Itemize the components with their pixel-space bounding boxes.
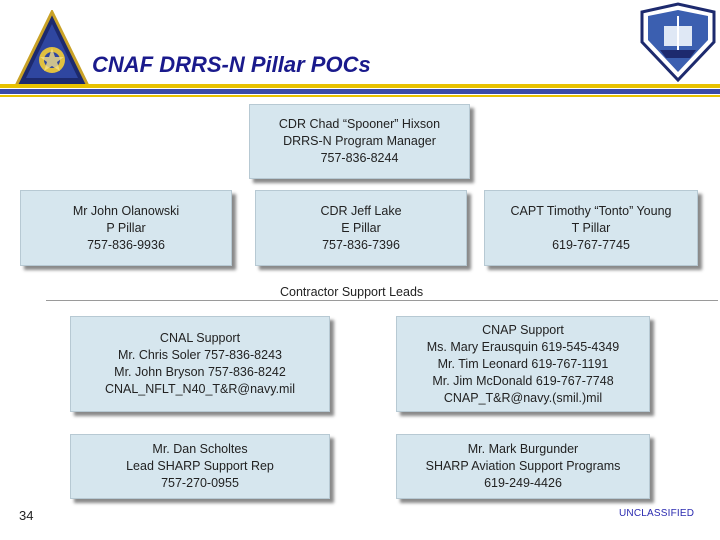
contractor-divider (46, 300, 718, 301)
classification-label: UNCLASSIFIED (619, 508, 695, 519)
pm-phone: 757-836-8244 (320, 151, 399, 165)
header-stripe-yellow-thin (0, 95, 720, 97)
contractor-line: Mr. Jim McDonald 619-767-7748 (432, 373, 614, 388)
contractor-line: Mr. Tim Leonard 619-767-1191 (437, 356, 609, 371)
pillar-name: CDR Jeff Lake (320, 203, 402, 218)
pillar-role: E Pillar (341, 220, 381, 235)
contractor-line: CNAP Support (482, 322, 564, 337)
contractor-line: Ms. Mary Erausquin 619-545-4349 (426, 339, 620, 354)
contractor-line: Mr. Mark Burgunder (467, 442, 579, 456)
pillar-role: T Pillar (571, 220, 611, 235)
contractor-line: 757-270-0955 (161, 476, 239, 490)
contractor-box-cnap (396, 316, 650, 412)
pm-name: CDR Chad “Spooner” Hixson (278, 117, 441, 131)
pillar-phone: 757-836-7396 (322, 237, 400, 252)
contractor-box-cnal (70, 316, 330, 412)
pillar-phone: 619-767-7745 (552, 237, 630, 252)
contractor-line: CNAP_T&R@navy.(smil.)mil (443, 390, 603, 405)
contractor-line: SHARP Aviation Support Programs (425, 459, 621, 473)
contractor-line: CNAL_NFLT_N40_T&R@navy.mil (104, 382, 296, 396)
pillar-box-t (484, 190, 698, 266)
pillar-role: P Pillar (106, 220, 146, 235)
header-stripe-blue (0, 89, 720, 94)
contractor-line: 619-249-4426 (484, 476, 562, 490)
contractor-line: CNAL Support (159, 331, 241, 345)
contractor-section-label: Contractor Support Leads (280, 285, 424, 299)
page-title: CNAF DRRS-N Pillar POCs (92, 52, 371, 77)
header-stripe-yellow (0, 84, 720, 88)
pillar-box-p (20, 190, 232, 266)
pm-title: DRRS-N Program Manager (283, 134, 436, 148)
program-manager-box (249, 104, 470, 179)
pillar-phone: 757-836-9936 (87, 237, 165, 252)
contractor-line: Lead SHARP Support Rep (126, 459, 274, 473)
pillar-name: CAPT Timothy “Tonto” Young (510, 203, 672, 218)
page-number: 34 (19, 508, 34, 523)
pillar-box-e (255, 190, 467, 266)
naval-air-seal-right-icon (640, 2, 716, 82)
cnaf-seal-left-icon (14, 10, 90, 90)
contractor-line: Mr. Chris Soler 757-836-8243 (118, 348, 282, 362)
contractor-line: Mr. Dan Scholtes (152, 442, 248, 456)
pillar-name: Mr John Olanowski (72, 203, 180, 218)
contractor-box-sharp-east (70, 434, 330, 499)
contractor-line: Mr. John Bryson 757-836-8242 (114, 365, 286, 379)
contractor-box-sharp-west (396, 434, 650, 499)
